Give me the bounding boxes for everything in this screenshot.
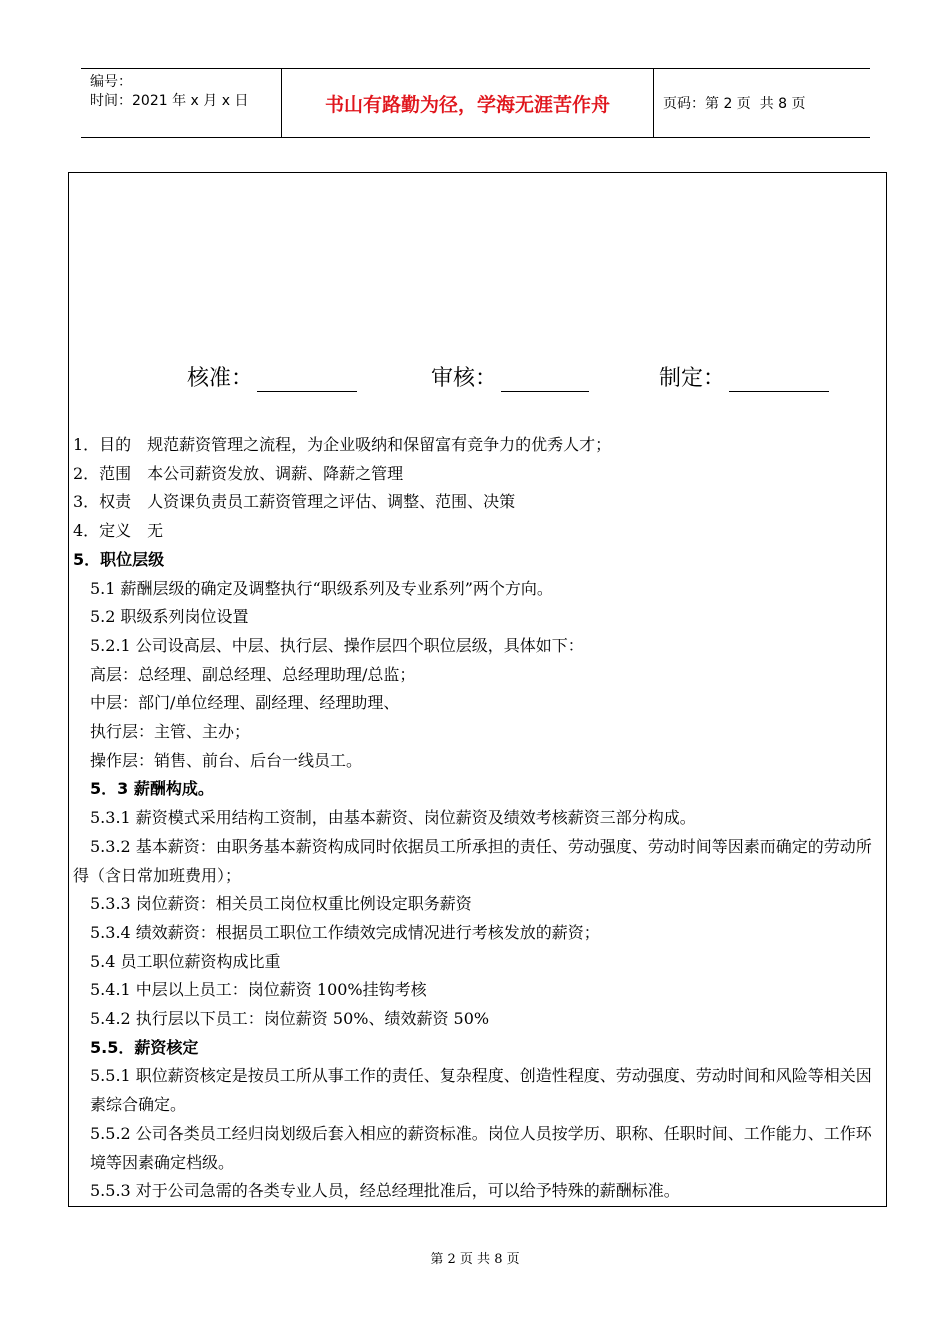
section-heading-levels: 5．职位层级 [73, 549, 165, 569]
section-heading-salary-approval: 5.5．薪资核定 [90, 1037, 199, 1057]
para-5-2: 5.2 职级系列岗位设置 [90, 607, 249, 627]
signature-row [69, 361, 886, 391]
document-content [73, 431, 872, 1206]
level-high: 高层：总经理、副总经理、总经理助理/总监； [90, 664, 416, 684]
para-5-1: 5.1 薪酬层级的确定及调整执行“职级系列及专业系列”两个方向。 [90, 578, 553, 598]
para-5-5-2: 5.5.2 公司各类员工经归岗划级后套入相应的薪资标准。岗位人员按学历、职称、任职时间、工作能力、工作环境等因素确定档级。 [90, 1123, 872, 1172]
approve-line[interactable] [257, 369, 357, 392]
section-definition: 4．定义 无 [73, 521, 164, 541]
approve-label: 核准： [187, 366, 254, 391]
review-signature [431, 361, 589, 392]
para-5-4-2: 5.4.2 执行层以下员工：岗位薪资 50%、绩效薪资 50% [90, 1009, 490, 1029]
section-purpose: 1．目的 规范薪资管理之流程，为企业吸纳和保留富有竞争力的优秀人才； [73, 435, 612, 454]
document-body [68, 172, 887, 1207]
approve-signature [187, 361, 357, 392]
review-label: 审核： [431, 366, 498, 391]
page-footer: 第 2 页 共 8 页 [430, 1252, 520, 1267]
section-scope: 2．范围 本公司薪资发放、调薪、降薪之管理 [73, 463, 404, 483]
para-5-5-3: 5.5.3 对于公司急需的各类专业人员，经总经理批准后，可以给予特殊的薪酬标准。 [90, 1181, 680, 1201]
header-page [654, 69, 870, 137]
review-line[interactable] [501, 369, 589, 392]
prepare-label: 制定： [659, 366, 726, 391]
section-responsibility: 3．权责 人资课负责员工薪资管理之评估、调整、范围、决策 [73, 492, 516, 512]
para-5-5-1: 5.5.1 职位薪资核定是按员工所从事工作的责任、复杂程度、创造性程度、劳动强度、劳动时间和风险等相关因素综合确定。 [90, 1066, 872, 1115]
para-5-3-1: 5.3.1 薪资模式采用结构工资制，由基本薪资、岗位薪资及绩效考核薪资三部分构成。 [90, 808, 696, 828]
para-5-3-3: 5.3.3 岗位薪资：相关员工岗位权重比例设定职务薪资 [90, 894, 472, 914]
page-label: 页码：第 2 页 共 8 页 [663, 96, 806, 112]
para-5-2-1: 5.2.1 公司设高层、中层、执行层、操作层四个职位层级，具体如下： [90, 635, 584, 655]
level-op: 操作层：销售、前台、后台一线员工。 [90, 750, 363, 770]
number-label: 编号： [90, 74, 132, 90]
para-5-3-2: 5.3.2 基本薪资：由职务基本薪资构成同时依据员工所承担的责任、劳动强度、劳动时间等因素而确定的劳动所得（含日常加班费用）； [73, 836, 872, 885]
level-exec: 执行层：主管、主办； [90, 722, 251, 742]
prepare-line[interactable] [729, 369, 829, 392]
section-heading-compensation: 5．3 薪酬构成。 [90, 779, 214, 799]
page-header [81, 68, 870, 138]
para-5-4-1: 5.4.1 中层以上员工：岗位薪资 100%挂钩考核 [90, 980, 427, 1000]
time-label: 时间：2021 年 x 月 x 日 [90, 93, 249, 109]
para-5-3-4: 5.3.4 绩效薪资：根据员工职位工作绩效完成情况进行考核发放的薪资； [90, 922, 600, 942]
para-5-4: 5.4 员工职位薪资构成比重 [90, 951, 281, 971]
prepare-signature [659, 361, 829, 392]
header-meta [81, 69, 282, 137]
header-motto: 书山有路勤为径，学海无涯苦作舟 [282, 69, 654, 137]
level-mid: 中层：部门/单位经理、副经理、经理助理、 [90, 693, 400, 713]
